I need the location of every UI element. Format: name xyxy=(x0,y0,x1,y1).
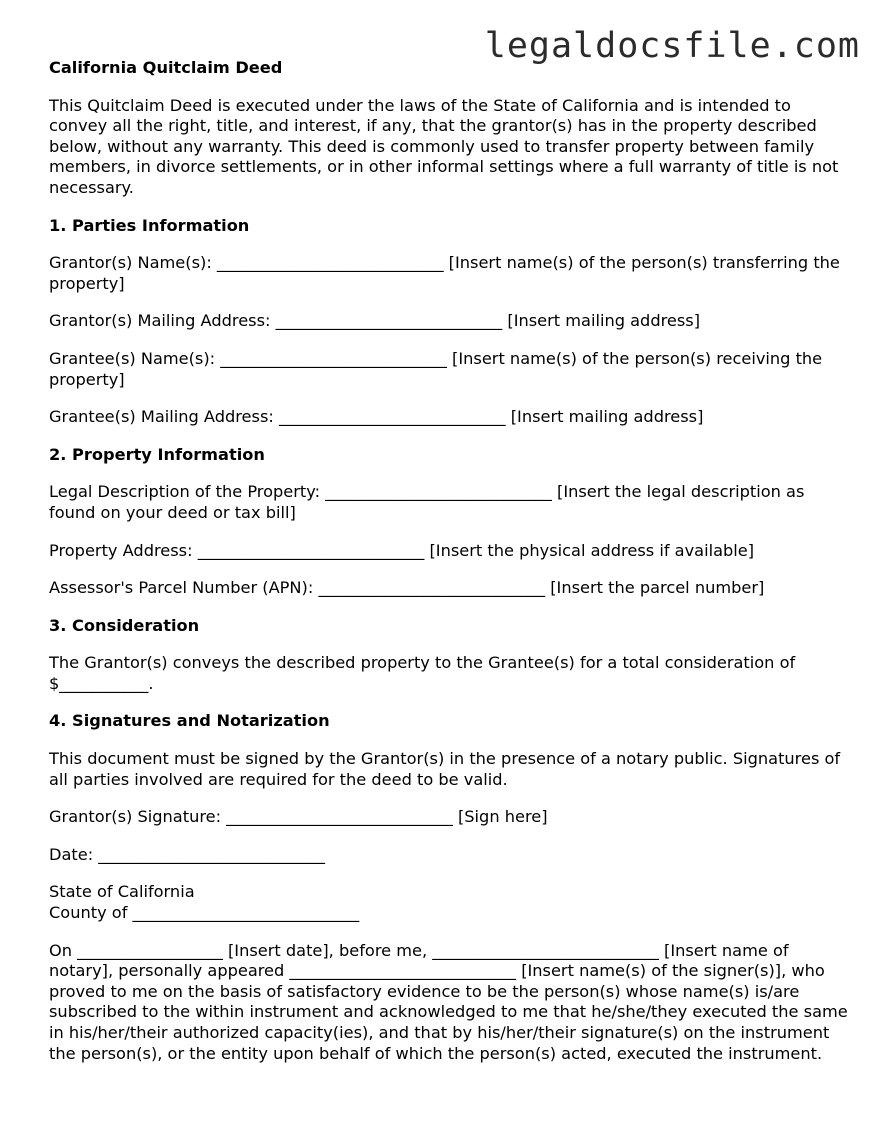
apn-line: Assessor's Parcel Number (APN): ____________________________ [Insert the parcel number] xyxy=(49,578,765,598)
section-heading-parties: 1. Parties Information xyxy=(49,215,250,235)
intro-paragraph: This Quitclaim Deed is executed under the laws of the State of California and is intended to convey all the right, title, and interest, if any, that the grantor(s) has in the property described below, without any warranty. This deed is commonly used to transfer property between family members, in divorce settlements, or in other informal settings where a full warranty of title is not necessary. xyxy=(49,95,839,197)
venue-block xyxy=(49,882,849,923)
consideration-paragraph: The Grantor(s) conveys the described property to the Grantee(s) for a total consideration of $___________. xyxy=(49,653,796,693)
state-line: State of California xyxy=(49,882,195,902)
signatures-intro: This document must be signed by the Grantor(s) in the presence of a notary public. Signatures of all parties involved are required for the deed to be valid. xyxy=(49,749,841,789)
grantee-address-line: Grantee(s) Mailing Address: ____________________________ [Insert mailing address] xyxy=(49,407,704,427)
notary-acknowledgment: On __________________ [Insert date], before me, ____________________________ [Insert name of notary], personally appeared ____________________________ [Insert name(s) of the signer(s)], who proved to me on the basis of satisfactory evidence to be the person(s) whose name(s) is/are subscribed to the within instrument and acknowledged to me that he/she/they executed the same in his/her/their authorized capacity(ies), and that by his/her/their signature(s) on the instrument the person(s), or the entity upon behalf of which the person(s) acted, executed the instrument. xyxy=(49,940,848,1063)
section-heading-signatures: 4. Signatures and Notarization xyxy=(49,711,330,731)
section-heading-property: 2. Property Information xyxy=(49,444,265,464)
section-heading-consideration: 3. Consideration xyxy=(49,615,200,635)
document-body xyxy=(49,58,849,1081)
date-line: Date: ____________________________ xyxy=(49,844,325,864)
watermark: legaldocsfile.com xyxy=(484,26,860,66)
grantor-address-line: Grantor(s) Mailing Address: ____________________________ [Insert mailing address] xyxy=(49,311,701,331)
document-title: California Quitclaim Deed xyxy=(49,58,283,77)
legal-description-line: Legal Description of the Property: ____________________________ [Insert the legal description as found on your deed or tax bill] xyxy=(49,482,805,522)
county-line: County of ____________________________ xyxy=(49,903,360,923)
grantor-signature-line: Grantor(s) Signature: ____________________________ [Sign here] xyxy=(49,807,548,827)
grantee-name-line: Grantee(s) Name(s): ____________________________ [Insert name(s) of the person(s) receiving the property] xyxy=(49,348,823,389)
grantor-name-line: Grantor(s) Name(s): ____________________________ [Insert name(s) of the person(s) transferring the property] xyxy=(49,253,840,293)
property-address-line: Property Address: ____________________________ [Insert the physical address if available] xyxy=(49,540,755,560)
